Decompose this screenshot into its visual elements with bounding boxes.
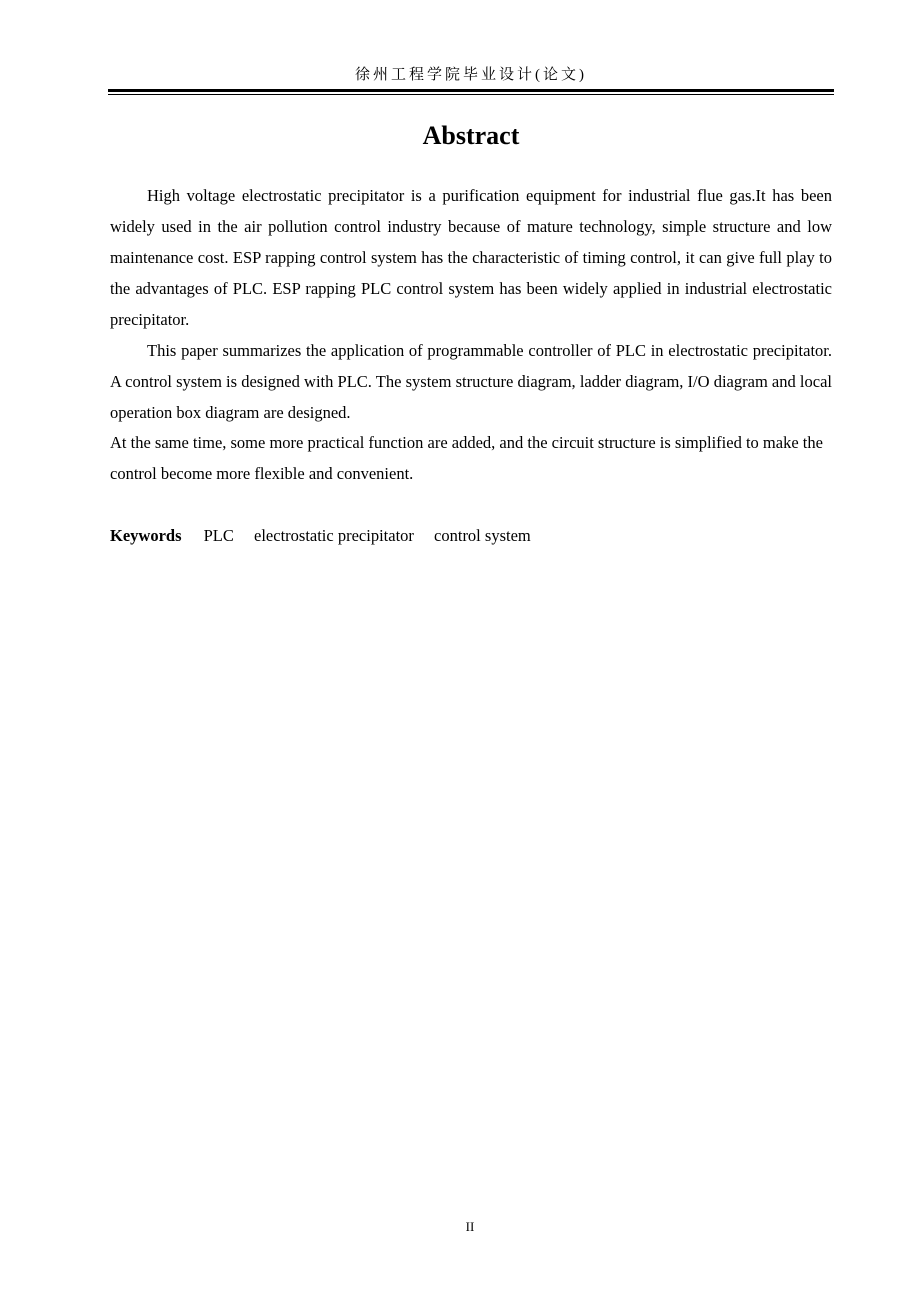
page-header: 徐州工程学院毕业设计(论文)	[355, 67, 587, 83]
header-rule-thick	[108, 89, 834, 92]
keyword-item: electrostatic precipitator	[254, 526, 414, 545]
abstract-paragraph-1: High voltage electrostatic precipitator is a purification equipment for industrial flue gas.It has been widely used in the air pollution control industry because of mature technology, simple structure and low maintenance cost. ESP rapping control system has the characteristic of timing control, it can give full play to the advantages of PLC. ESP rapping PLC control system has been widely applied in industrial electrostatic precipitator.	[110, 186, 832, 329]
keywords-label: Keywords	[110, 526, 182, 545]
keyword-item: control system	[434, 526, 531, 545]
abstract-paragraph-3: At the same time, some more practical function are added, and the circuit structure is simplified to make the control become more flexible and convenient.	[110, 433, 823, 483]
page-number: II	[465, 1219, 475, 1234]
keyword-item: PLC	[203, 526, 234, 545]
header-rule-thin	[108, 94, 834, 95]
abstract-title: Abstract	[422, 121, 520, 150]
keywords-line	[110, 520, 547, 551]
abstract-paragraph-2: This paper summarizes the application of programmable controller of PLC in electrostatic precipitator. A control system is designed with PLC. The system structure diagram, ladder diagram, I/O diagram and local operation box diagram are designed.	[110, 341, 832, 422]
